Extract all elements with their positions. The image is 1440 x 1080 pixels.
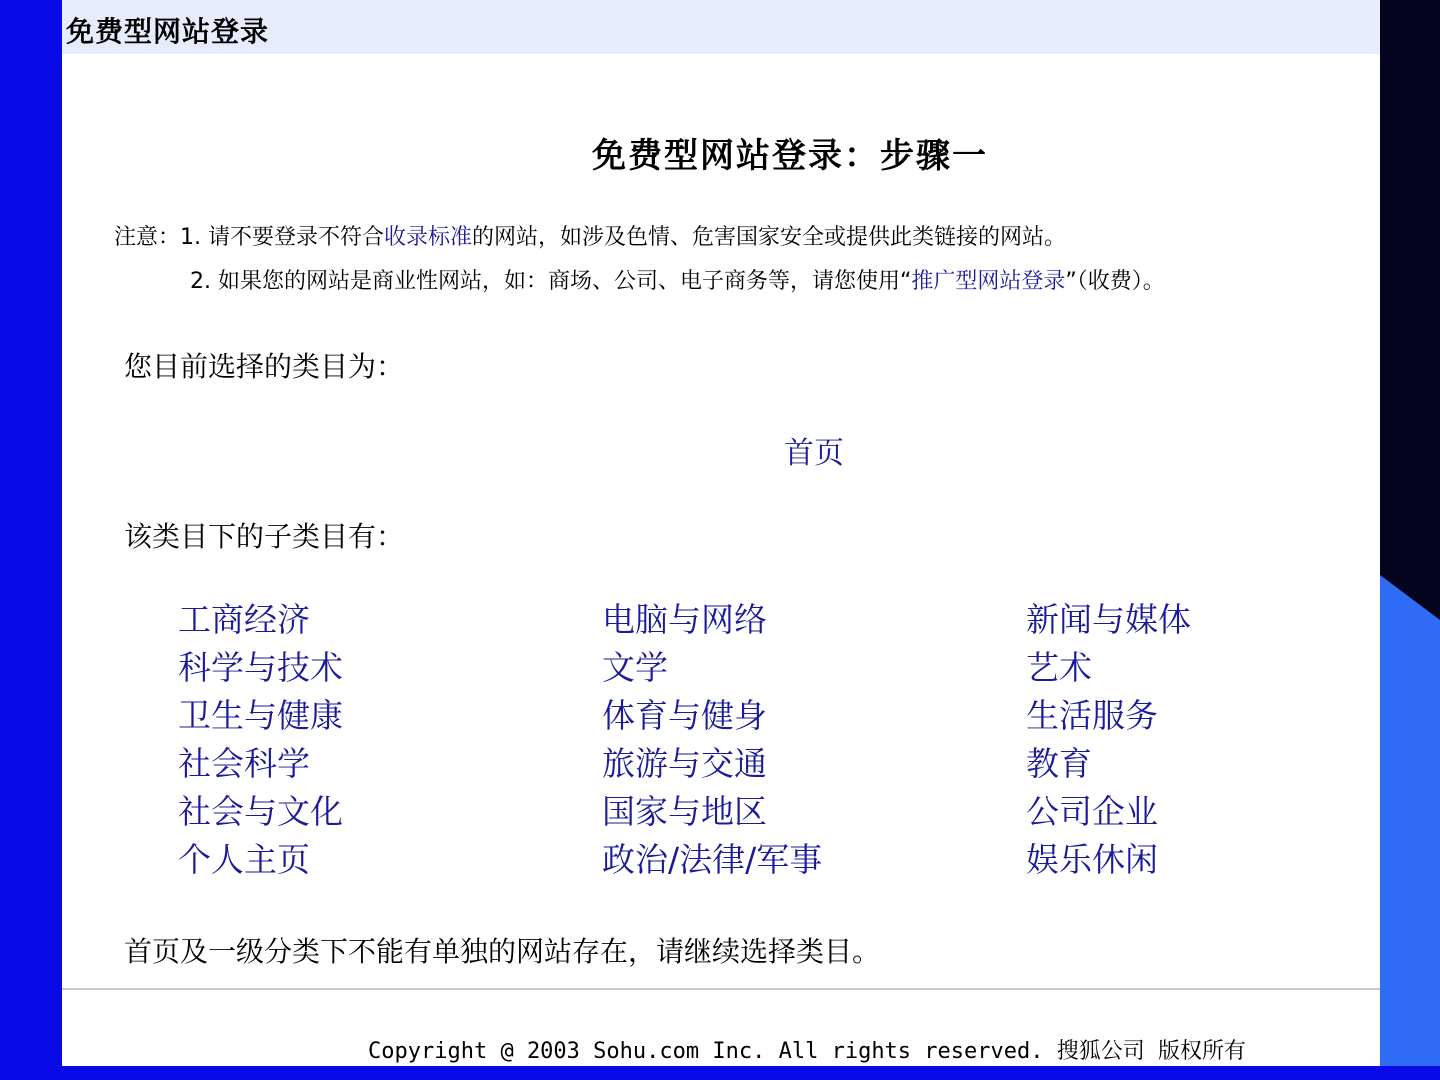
current-category-link[interactable]: 首页 bbox=[784, 436, 844, 471]
subcategory-link[interactable]: 艺术 bbox=[1026, 648, 1092, 687]
notice-2-prefix: 2. 如果您的网站是商业性网站，如：商场、公司、电子商务等，请您使用“ bbox=[190, 269, 912, 294]
page-title: 免费型网站登录 bbox=[66, 15, 270, 48]
subcategory-link[interactable]: 个人主页 bbox=[178, 840, 310, 879]
subcategory-link[interactable]: 政治/法律/军事 bbox=[602, 840, 823, 879]
subcategory-link[interactable]: 社会科学 bbox=[178, 744, 310, 783]
subcategory-link[interactable]: 体育与健身 bbox=[602, 696, 767, 735]
subcategory-link[interactable]: 教育 bbox=[1026, 744, 1092, 783]
subcategory-link[interactable]: 社会与文化 bbox=[178, 792, 343, 831]
notice-line-1 bbox=[114, 220, 1066, 251]
footer-divider bbox=[62, 988, 1380, 990]
current-category-label: 您目前选择的类目为： bbox=[124, 350, 405, 383]
right-accent-shape bbox=[1380, 575, 1440, 1080]
subcategory-link[interactable]: 电脑与网络 bbox=[602, 600, 767, 639]
category-instruction-note: 首页及一级分类下不能有单独的网站存在，请继续选择类目。 bbox=[124, 935, 881, 968]
inclusion-standard-link[interactable]: 收录标准 bbox=[383, 225, 472, 250]
subcategory-link[interactable]: 公司企业 bbox=[1026, 792, 1158, 831]
subcategory-link[interactable]: 文学 bbox=[602, 648, 668, 687]
subcategory-link[interactable]: 旅游与交通 bbox=[602, 744, 767, 783]
bottom-frame-band bbox=[0, 1066, 1440, 1080]
subcategory-link[interactable]: 娱乐休闲 bbox=[1026, 840, 1158, 879]
left-frame-band bbox=[0, 0, 62, 1080]
notice-2-suffix: ”（收费）。 bbox=[1065, 269, 1165, 294]
paid-submission-link[interactable]: 推广型网站登录 bbox=[911, 269, 1066, 294]
subcategory-link[interactable]: 国家与地区 bbox=[602, 792, 767, 831]
web-page bbox=[62, 0, 1380, 1066]
subcategory-label: 该类目下的子类目有： bbox=[124, 520, 405, 553]
subcategory-link[interactable]: 新闻与媒体 bbox=[1026, 600, 1191, 639]
copyright-text: Copyright @ 2003 Sohu.com Inc. All rights reserved. 搜狐公司 版权所有 bbox=[368, 1039, 1246, 1064]
page-title-bar bbox=[62, 0, 1380, 54]
notice-line-2 bbox=[190, 264, 1165, 295]
step-heading: 免费型网站登录：步骤一 bbox=[592, 136, 988, 176]
subcategory-link[interactable]: 生活服务 bbox=[1026, 696, 1158, 735]
subcategory-link[interactable]: 卫生与健康 bbox=[178, 696, 343, 735]
notice-1-prefix: 注意：1. 请不要登录不符合 bbox=[114, 225, 384, 250]
notice-1-suffix: 的网站，如涉及色情、危害国家安全或提供此类链接的网站。 bbox=[472, 225, 1067, 250]
subcategory-link[interactable]: 工商经济 bbox=[178, 600, 310, 639]
subcategory-link[interactable]: 科学与技术 bbox=[178, 648, 343, 687]
